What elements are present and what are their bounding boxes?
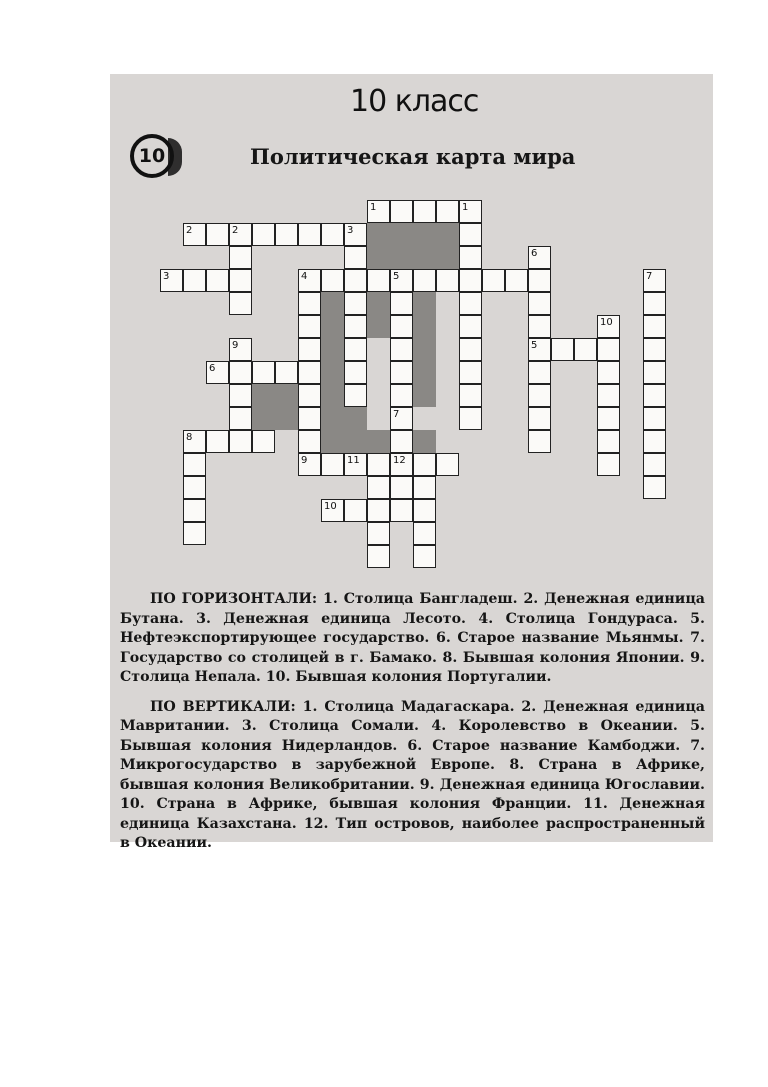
crossword-cell[interactable] [298, 292, 321, 315]
crossword-cell[interactable] [344, 384, 367, 407]
crossword-cell[interactable] [459, 292, 482, 315]
crossword-cell[interactable] [252, 361, 275, 384]
clue-number: 6 [531, 248, 538, 259]
crossword-cell[interactable] [183, 269, 206, 292]
crossword-cell[interactable] [229, 361, 252, 384]
crossword-cell[interactable] [643, 315, 666, 338]
crossword-cell[interactable] [436, 200, 459, 223]
crossword-cell[interactable] [597, 430, 620, 453]
crossword-cell[interactable] [528, 269, 551, 292]
crossword-cell[interactable] [643, 407, 666, 430]
crossword-cell[interactable] [229, 292, 252, 315]
crossword-cell[interactable] [413, 545, 436, 568]
crossword-cell[interactable] [597, 453, 620, 476]
crossword-cell[interactable] [390, 315, 413, 338]
crossword-cell[interactable] [367, 545, 390, 568]
crossword-cell[interactable] [528, 315, 551, 338]
crossword-cell[interactable] [413, 522, 436, 545]
clue-number: 7 [646, 271, 653, 282]
clue-number: 9 [301, 455, 308, 466]
crossword-cell[interactable] [206, 223, 229, 246]
crossword-cell[interactable] [344, 269, 367, 292]
across-label: ПО ГОРИЗОНТАЛИ: [150, 591, 318, 607]
crossword-cell[interactable] [413, 476, 436, 499]
clue-number: 1 [462, 202, 469, 213]
crossword-cell[interactable] [206, 269, 229, 292]
crossword-cell[interactable] [321, 223, 344, 246]
crossword-cell[interactable] [367, 269, 390, 292]
crossword-cell[interactable] [275, 223, 298, 246]
clue-number: 5 [393, 271, 400, 282]
crossword-cell[interactable] [574, 338, 597, 361]
clue-number: 10 [600, 317, 613, 328]
down-clues [120, 698, 705, 854]
crossword-cell[interactable] [344, 361, 367, 384]
crossword-cell[interactable] [459, 223, 482, 246]
crossword-cell[interactable] [390, 338, 413, 361]
crossword-cell[interactable] [298, 430, 321, 453]
crossword-cell[interactable] [643, 292, 666, 315]
crossword-cell[interactable] [643, 384, 666, 407]
crossword-cell[interactable] [459, 361, 482, 384]
clue-number: 3 [163, 271, 170, 282]
crossword-cell[interactable] [367, 522, 390, 545]
clue-number: 10 [324, 501, 337, 512]
crossword-cell[interactable] [390, 430, 413, 453]
crossword-cell[interactable] [367, 476, 390, 499]
crossword-cell[interactable] [367, 453, 390, 476]
clue-number: 6 [209, 363, 216, 374]
crossword-cell[interactable] [413, 200, 436, 223]
crossword-cell[interactable] [436, 453, 459, 476]
crossword-cell[interactable] [528, 407, 551, 430]
crossword-cell[interactable] [413, 453, 436, 476]
crossword-cell[interactable] [390, 499, 413, 522]
crossword-cell[interactable] [206, 430, 229, 453]
crossword-cell[interactable] [252, 430, 275, 453]
clue-number: 7 [393, 409, 400, 420]
crossword-cell[interactable] [643, 476, 666, 499]
clue-number: 4 [301, 271, 308, 282]
crossword-cell[interactable] [413, 269, 436, 292]
across-text: 1. Столица Бангладеш. 2. Денежная единица Бутана. 3. Денежная единица Лесото. 4. Столица Гондураса. 5. Нефтеэкспортирующее государство. 6. Старое название Мьянмы. 7. Государство со столицей в г. Бамако. 8. Бывшая колония Японии. 9. Столица Непала. 10. Бывшая колония Португалии. [120, 591, 705, 685]
crossword-cell[interactable] [229, 269, 252, 292]
clue-number: 2 [232, 225, 239, 236]
crossword-cell[interactable] [183, 476, 206, 499]
crossword-cell[interactable] [298, 407, 321, 430]
puzzle-number-badge: 10 [130, 134, 174, 178]
crossword-cell[interactable] [298, 315, 321, 338]
crossword-cell[interactable] [298, 338, 321, 361]
crossword-cell[interactable] [344, 499, 367, 522]
grade-header: 10 класс [350, 84, 479, 119]
crossword-cell[interactable] [551, 338, 574, 361]
crossword-cell[interactable] [298, 361, 321, 384]
worksheet [110, 74, 713, 851]
crossword-cell[interactable] [459, 338, 482, 361]
crossword-cell[interactable] [643, 453, 666, 476]
crossword-cell[interactable] [390, 200, 413, 223]
crossword-cell[interactable] [229, 246, 252, 269]
crossword-cell[interactable] [390, 361, 413, 384]
crossword-cell[interactable] [344, 315, 367, 338]
clue-number: 1 [370, 202, 377, 213]
clue-number: 12 [393, 455, 406, 466]
crossword-cell[interactable] [298, 384, 321, 407]
clue-number: 8 [186, 432, 193, 443]
clues-section [110, 590, 713, 864]
crossword-cell[interactable] [183, 522, 206, 545]
crossword-cell[interactable] [528, 384, 551, 407]
crossword-cell[interactable] [229, 384, 252, 407]
crossword-cell[interactable] [390, 384, 413, 407]
across-clues [120, 590, 705, 688]
clue-number: 11 [347, 455, 360, 466]
clue-number: 3 [347, 225, 354, 236]
clue-number: 9 [232, 340, 239, 351]
page-title: Политическая карта мира [250, 144, 576, 169]
shaded-block [367, 223, 459, 269]
clue-number: 5 [531, 340, 538, 351]
down-text: 1. Столица Мадагаскара. 2. Денежная единица Мавритании. 3. Столица Сомали. 4. Королевство в Океании. 5. Бывшая колония Нидерландов. 6. Старое название Камбоджи. 7. Микрогосударство в зарубежной Европе. 8. Страна в Африке, бывшая колония Великобритании. 9. Денежная единица Югославии. 10. Страна в Африке, бывшая колония Франции. 11. Денежная единица Казахстана. 12. Тип островов, наиболее распространенный в Океании. [120, 698, 705, 851]
crossword-grid [110, 74, 713, 594]
crossword-cell[interactable] [482, 269, 505, 292]
crossword-cell[interactable] [528, 361, 551, 384]
crossword-cell[interactable] [390, 292, 413, 315]
crossword-cell[interactable] [528, 292, 551, 315]
crossword-cell[interactable] [252, 223, 275, 246]
crossword-cell[interactable] [505, 269, 528, 292]
crossword-cell[interactable] [528, 430, 551, 453]
crossword-cell[interactable] [275, 361, 298, 384]
crossword-cell[interactable] [413, 499, 436, 522]
crossword-cell[interactable] [229, 430, 252, 453]
clue-number: 2 [186, 225, 193, 236]
crossword-cell[interactable] [367, 499, 390, 522]
crossword-cell[interactable] [183, 453, 206, 476]
crossword-cell[interactable] [597, 407, 620, 430]
crossword-cell[interactable] [344, 292, 367, 315]
crossword-cell[interactable] [597, 384, 620, 407]
crossword-cell[interactable] [597, 361, 620, 384]
crossword-cell[interactable] [436, 269, 459, 292]
crossword-cell[interactable] [183, 499, 206, 522]
crossword-cell[interactable] [344, 246, 367, 269]
crossword-cell[interactable] [643, 430, 666, 453]
crossword-cell[interactable] [344, 338, 367, 361]
crossword-cell[interactable] [229, 407, 252, 430]
crossword-cell[interactable] [390, 476, 413, 499]
crossword-cell[interactable] [321, 453, 344, 476]
crossword-cell[interactable] [459, 246, 482, 269]
crossword-cell[interactable] [321, 269, 344, 292]
crossword-cell[interactable] [298, 223, 321, 246]
crossword-cell[interactable] [459, 384, 482, 407]
crossword-cell[interactable] [643, 338, 666, 361]
crossword-cell[interactable] [459, 315, 482, 338]
down-label: ПО ВЕРТИКАЛИ: [150, 698, 296, 715]
crossword-cell[interactable] [459, 269, 482, 292]
crossword-cell[interactable] [459, 407, 482, 430]
crossword-cell[interactable] [597, 338, 620, 361]
crossword-cell[interactable] [643, 361, 666, 384]
